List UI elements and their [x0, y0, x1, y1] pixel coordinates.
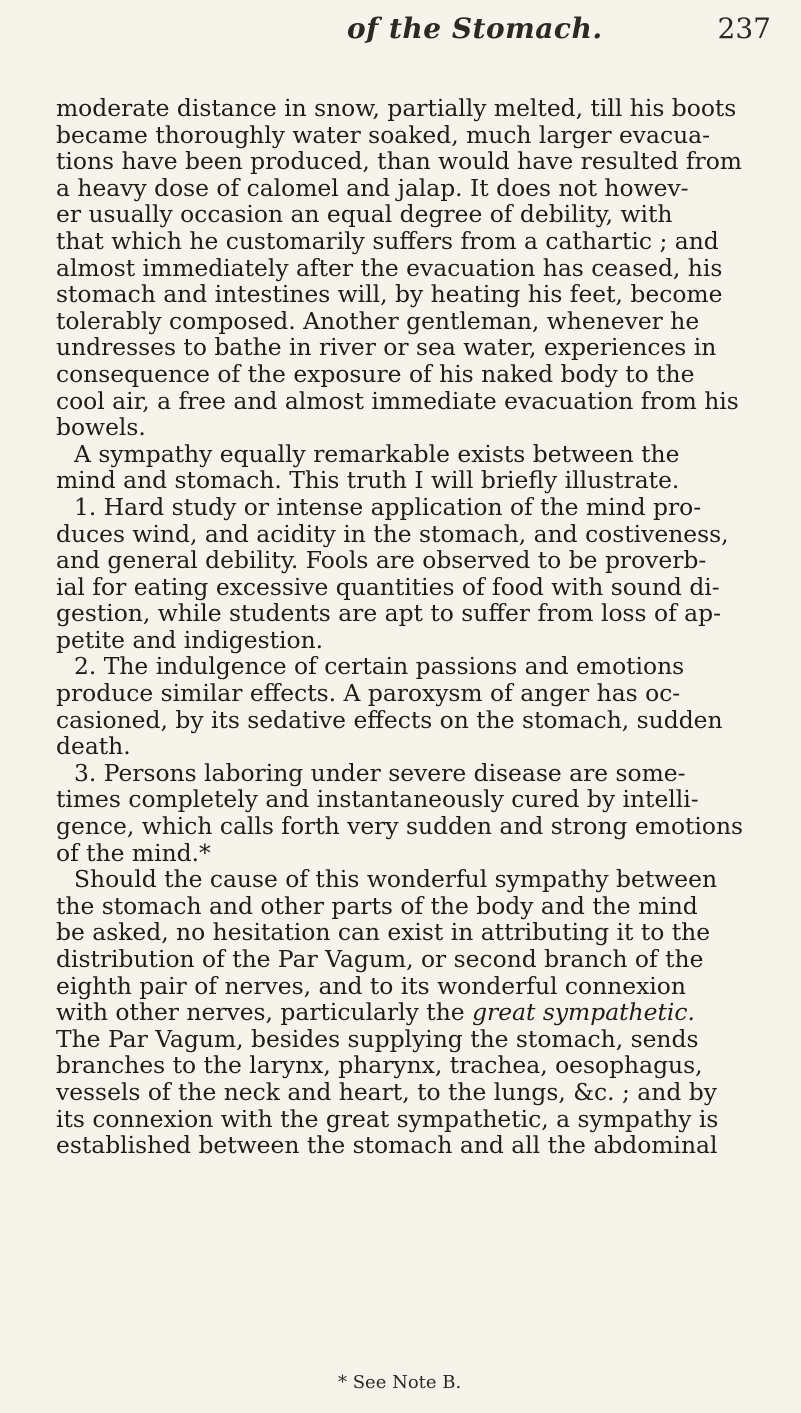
- text-line-24: casioned, by its sedative effects on the stomach, sudden: [56, 705, 723, 734]
- footnote: * See Note B.: [338, 1372, 462, 1393]
- text-line-20: gestion, while students are apt to suffer from loss of ap-: [56, 599, 721, 628]
- text-line-37: branches to the larynx, pharynx, trachea, oesophagus,: [56, 1051, 703, 1080]
- text-line-35-prefix: with other nerves, particularly the: [56, 998, 465, 1027]
- text-line-12: cool air, a free and almost immediate evacuation from his: [56, 386, 739, 415]
- text-line-21: petite and indigestion.: [56, 625, 324, 654]
- text-line-30: Should the cause of this wonderful sympathy between: [74, 865, 718, 894]
- page-header: [0, 12, 801, 56]
- text-line-38: vessels of the neck and heart, to the lungs, &c. ; and by: [56, 1077, 717, 1106]
- text-line-10: undresses to bathe in river or sea water, experiences in: [56, 333, 717, 362]
- body-text: [56, 95, 770, 1159]
- text-line-13: bowels.: [56, 413, 146, 442]
- text-line-25: death.: [56, 732, 131, 761]
- text-line-19: ial for eating excessive quantities of food with sound di-: [56, 572, 720, 601]
- text-line-16: 1. Hard study or intense application of the mind pro-: [74, 492, 702, 521]
- text-line-35: [56, 999, 770, 1026]
- text-line-2: became thoroughly water soaked, much larger evacua-: [56, 120, 710, 149]
- text-line-34: eighth pair of nerves, and to its wonderful connexion: [56, 971, 686, 1000]
- text-line-11: consequence of the exposure of his naked body to the: [56, 359, 695, 388]
- text-line-1: moderate distance in snow, partially melted, till his boots: [56, 94, 737, 122]
- great-sympathetic-emphasis: great sympathetic.: [472, 998, 695, 1027]
- text-line-14: A sympathy equally remarkable exists between the: [74, 439, 680, 468]
- text-line-36: The Par Vagum, besides supplying the stomach, sends: [56, 1024, 699, 1053]
- text-line-31: the stomach and other parts of the body and the mind: [56, 891, 698, 920]
- text-line-7: almost immediately after the evacuation has ceased, his: [56, 253, 723, 282]
- text-line-29: of the mind.*: [56, 838, 211, 867]
- page-number: 237: [717, 12, 771, 45]
- text-line-9: tolerably composed. Another gentleman, whenever he: [56, 306, 700, 335]
- text-line-4: a heavy dose of calomel and jalap. It does not howev-: [56, 173, 689, 202]
- text-line-27: times completely and instantaneously cured by intelli-: [56, 785, 699, 814]
- text-line-8: stomach and intestines will, by heating his feet, become: [56, 280, 723, 309]
- text-line-18: and general debility. Fools are observed to be proverb-: [56, 546, 707, 575]
- text-line-6: that which he customarily suffers from a cathartic ; and: [56, 226, 719, 255]
- text-line-33: distribution of the Par Vagum, or second branch of the: [56, 945, 704, 973]
- text-line-23: produce similar effects. A paroxysm of anger has oc-: [56, 679, 681, 708]
- text-line-3: tions have been produced, than would have resulted from: [56, 147, 742, 176]
- text-line-32: be asked, no hesitation can exist in attributing it to the: [56, 918, 711, 947]
- text-line-28: gence, which calls forth very sudden and strong emotions: [56, 812, 744, 841]
- text-line-17: duces wind, and acidity in the stomach, and costiveness,: [56, 519, 729, 548]
- text-line-22: 2. The indulgence of certain passions and emotions: [74, 652, 685, 681]
- text-line-39: its connexion with the great sympathetic, a sympathy is: [56, 1104, 719, 1133]
- text-line-15: mind and stomach. This truth I will briefly illustrate.: [56, 466, 680, 495]
- text-line-40: established between the stomach and all the abdominal: [56, 1131, 718, 1160]
- text-line-5: er usually occasion an equal degree of debility, with: [56, 200, 673, 229]
- running-head: of the Stomach.: [347, 12, 603, 45]
- text-line-26: 3. Persons laboring under severe disease are some-: [74, 758, 686, 787]
